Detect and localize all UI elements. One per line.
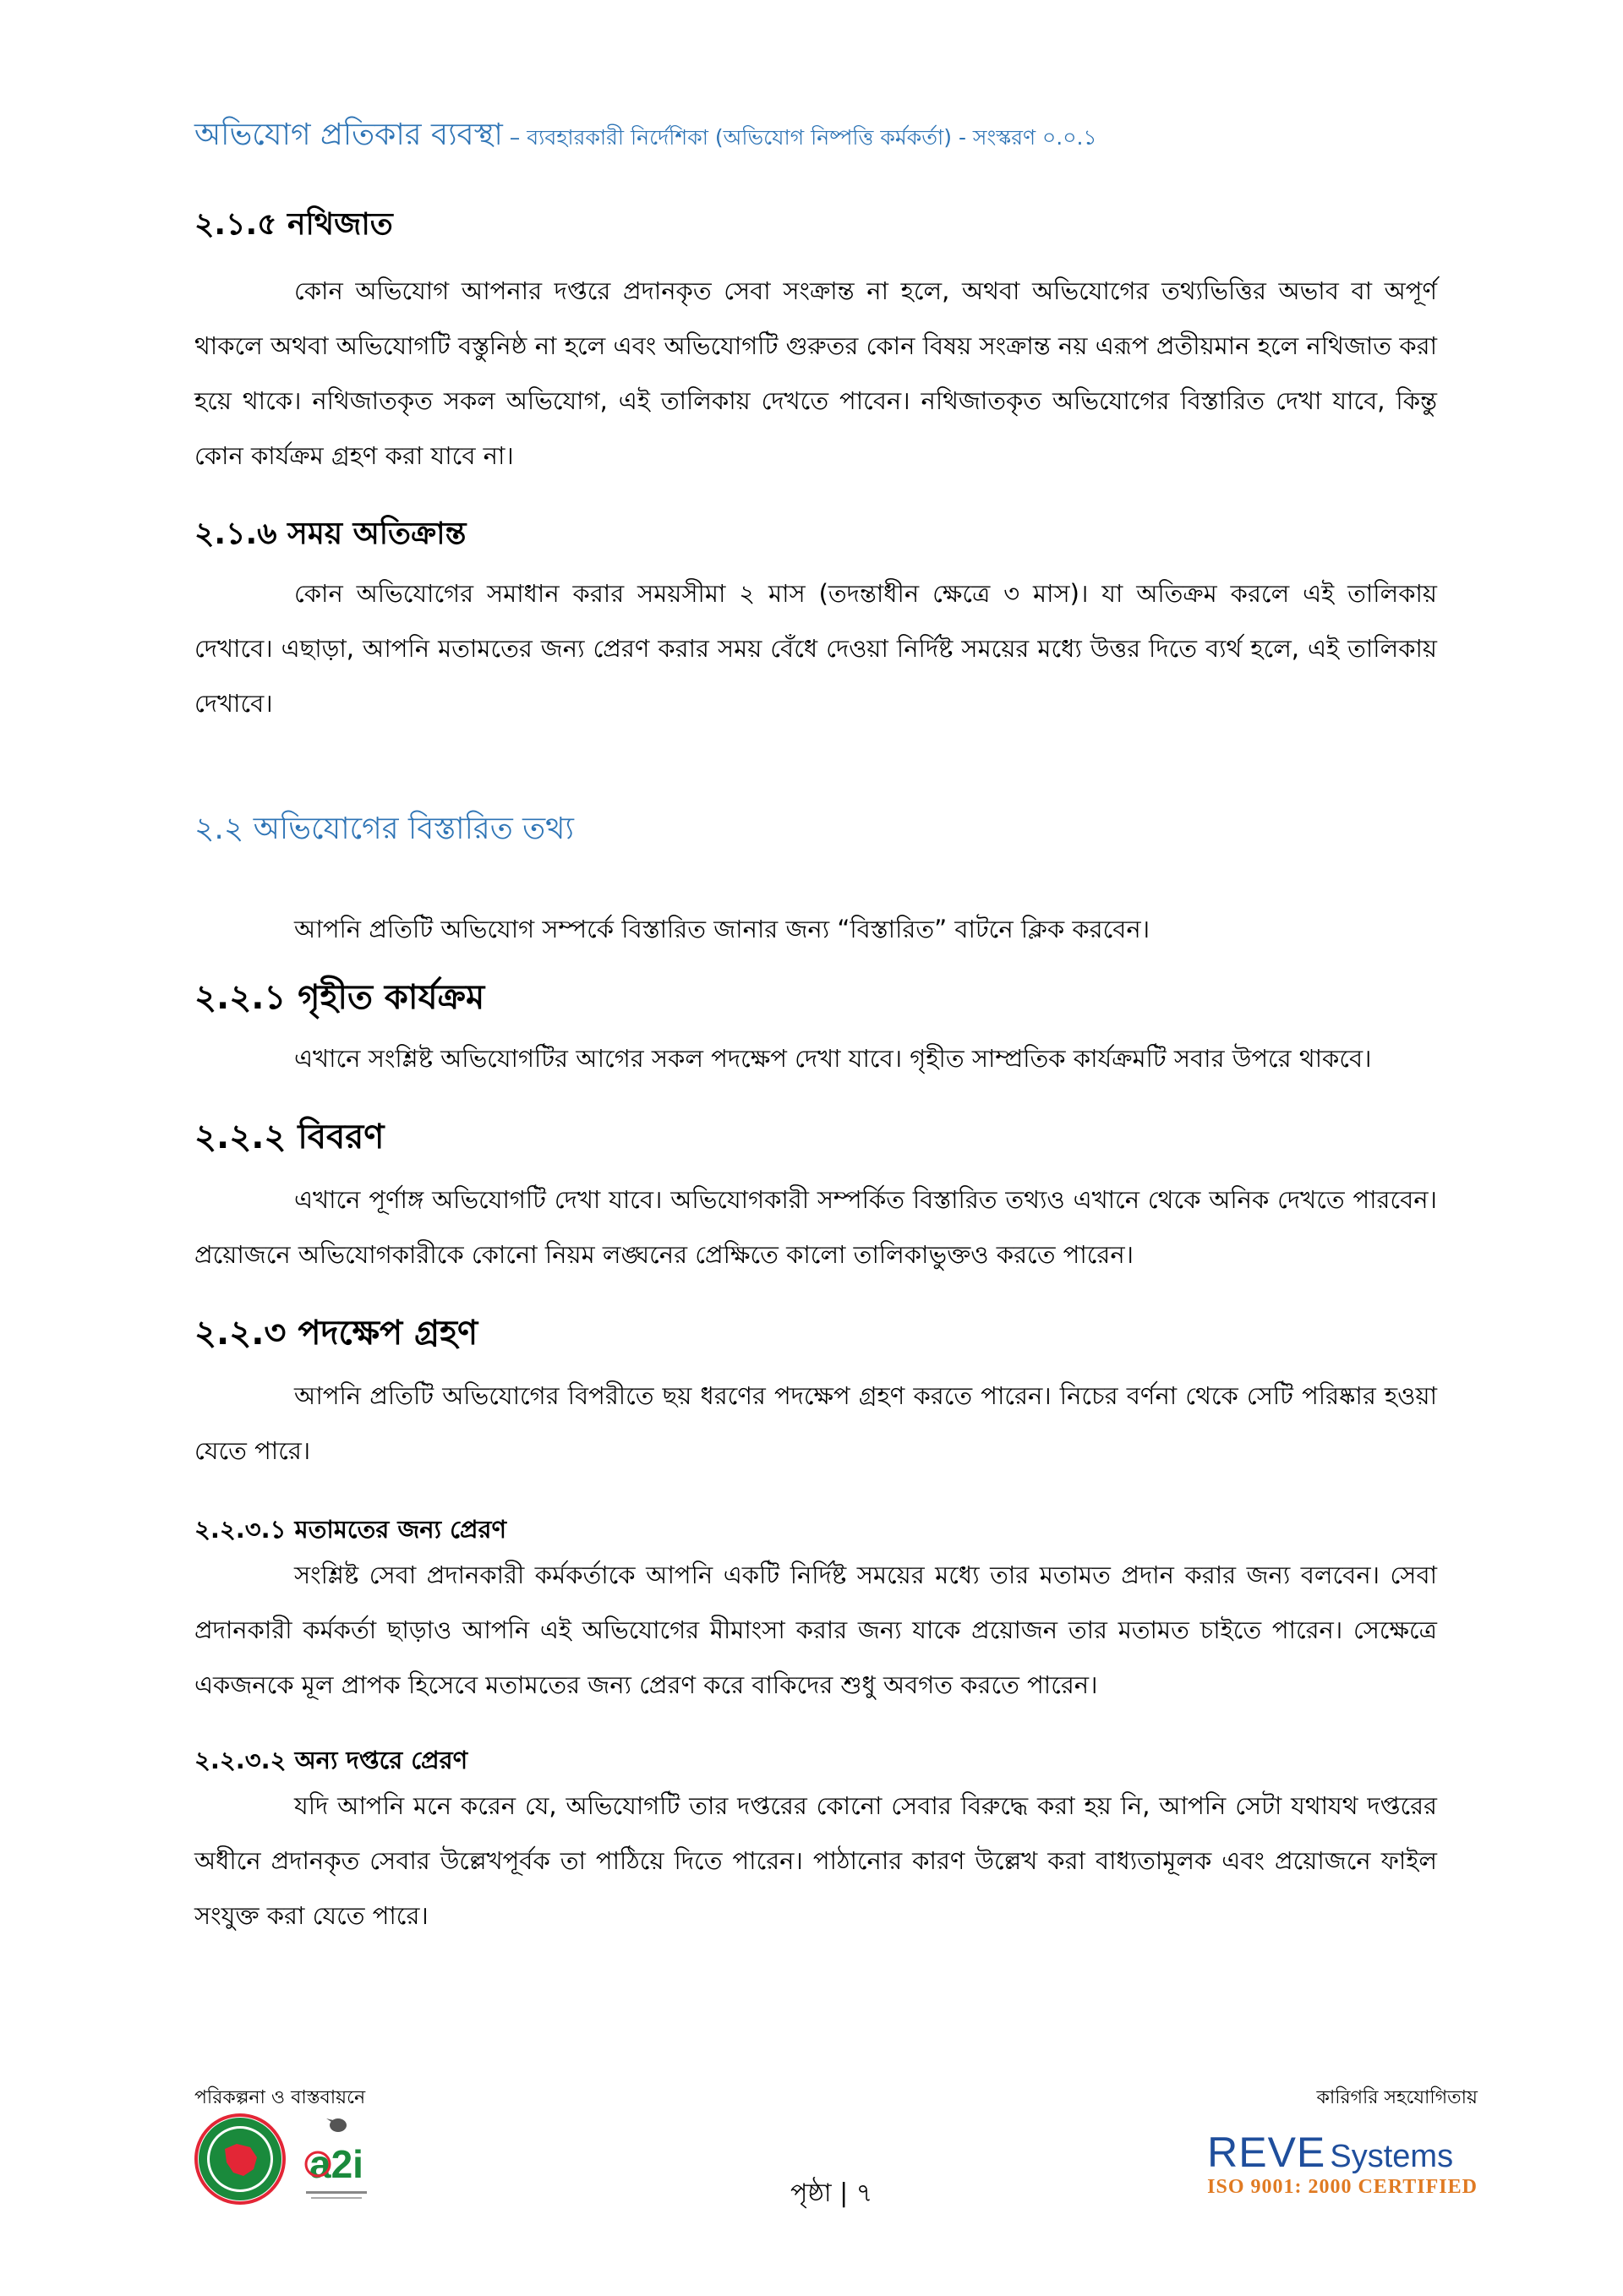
section-heading: ২.২.২ বিবরণ (194, 1118, 385, 1156)
section-2-2-3-1 (194, 1511, 1437, 1713)
government-emblem-logo (194, 2113, 286, 2205)
section-paragraph: সংশ্লিষ্ট সেবা প্রদানকারী কর্মকর্তাকে আপনি একটি নির্দিষ্ট সময়ের মধ্যে তার মতামত প্রদান করার জন্য বলবেন। সেবা প্রদানকারী কর্মকর্তা ছাড়াও আপনি এই অভিযোগের মীমাংসা করার জন্য যাকে প্রয়োজন তার মতামত চাইতে পারেন। সেক্ষেত্রে একজনকে মূল প্রাপক হিসেবে মতামতের জন্য প্রেরণ করে বাকিদের শুধু অবগত করতে পারেন। (194, 1561, 1437, 1699)
technical-support-label: কারিগরি সহযোগিতায় (1316, 2087, 1478, 2108)
a2i-logo (294, 2113, 379, 2205)
section-heading: ২.২.১ গৃহীত কার্যক্রম (194, 978, 485, 1017)
section-paragraph: কোন অভিযোগের সমাধান করার সময়সীমা ২ মাস (তদন্তাধীন ক্ষেত্রে ৩ মাস)। যা অতিক্রম করলে এই তালিকায় দেখাবে। এছাড়া, আপনি মতামতের জন্য প্রেরণ করার সময় বেঁধে দেওয়া নির্দিষ্ট সময়ের মধ্যে উত্তর দিতে ব্যর্থ হলে, এই তালিকায় দেখাবে। (194, 579, 1437, 718)
reve-logo-systems: Systems (1330, 2139, 1454, 2174)
section-heading: ২.২.৩.২ অন্য দপ্তরে প্রেরণ (194, 1746, 468, 1774)
section-paragraph: আপনি প্রতিটি অভিযোগ সম্পর্কে বিস্তারিত জানার জন্য “বিস্তারিত” বাটনে ক্লিক করবেন। (294, 915, 1150, 943)
document-title: অভিযোগ প্রতিকার ব্যবস্থা (194, 118, 503, 152)
section-2-1-6 (194, 511, 1437, 731)
section-paragraph: যদি আপনি মনে করেন যে, অভিযোগটি তার দপ্তরের কোনো সেবার বিরুদ্ধে করা হয় নি, আপনি সেটা যথাযথ দপ্তরের অধীনে প্রদানকৃত সেবার উল্লেখপূর্বক তা পাঠিয়ে দিতে পারেন। পাঠানোর কারণ উল্লেখ করা বাধ্যতামূলক এবং প্রয়োজনে ফাইল সংযুক্ত করা যেতে পারে। (194, 1791, 1437, 1930)
page-content (194, 201, 1437, 1943)
section-heading: ২.২.৩ পদক্ষেপ গ্রহণ (194, 1314, 478, 1353)
planning-label: পরিকল্পনা ও বাস্তবায়নে (194, 2087, 366, 2108)
iso-certification-text: ISO 9001: 2000 CERTIFIED (1207, 2176, 1478, 2198)
section-2-2-1 (194, 972, 1437, 1086)
section-2-1-5 (194, 201, 1437, 484)
reve-logo-name (1207, 2130, 1478, 2175)
section-2-2-3-2 (194, 1741, 1437, 1943)
page-number: পৃষ্ঠা | ৭ (790, 2178, 873, 2208)
document-subtitle: – ব্যবহারকারী নির্দেশিকা (অভিযোগ নিষ্পত্তি কর্মকর্তা) - সংস্করণ ০.০.১ (502, 125, 1097, 150)
section-paragraph: আপনি প্রতিটি অভিযোগের বিপরীতে ছয় ধরণের পদক্ষেপ গ্রহণ করতে পারেন। নিচের বর্ণনা থেকে সেটি পরিষ্কার হওয়া যেতে পারে। (194, 1381, 1437, 1465)
reve-logo-word: REVE (1207, 2129, 1326, 2176)
section-2-2-2 (194, 1112, 1437, 1282)
section-paragraph: কোন অভিযোগ আপনার দপ্তরে প্রদানকৃত সেবা সংক্রান্ত না হলে, অথবা অভিযোগের তথ্যভিত্তির অভাব বা অপূর্ণ থাকলে অথবা অভিযোগটি বস্তুনিষ্ঠ না হলে এবং অভিযোগটি গুরুতর কোন বিষয় সংক্রান্ত নয় এরূপ প্রতীয়মান হলে নথিজাত করা হয়ে থাকে। নথিজাতকৃত সকল অভিযোগ, এই তালিকায় দেখতে পাবেন। নথিজাতকৃত অভিযোগের বিস্তারিত দেখা যাবে, কিন্তু কোন কার্যক্রম গ্রহণ করা যাবে না। (194, 276, 1437, 470)
section-2-2 (194, 806, 1437, 957)
reve-systems-logo (1207, 2130, 1478, 2199)
page-header (194, 112, 1097, 162)
section-paragraph: এখানে পূর্ণাঙ্গ অভিযোগটি দেখা যাবে। অভিযোগকারী সম্পর্কিত বিস্তারিত তথ্যও এখানে থেকে অনিক দেখতে পারবেন। প্রয়োজনে অভিযোগকারীকে কোনো নিয়ম লঙ্ঘনের প্রেক্ষিতে কালো তালিকাভুক্তও করতে পারেন। (194, 1185, 1437, 1269)
section-paragraph: এখানে সংশ্লিষ্ট অভিযোগটির আগের সকল পদক্ষেপ দেখা যাবে। গৃহীত সাম্প্রতিক কার্যক্রমটি সবার উপরে থাকবে। (294, 1044, 1372, 1073)
section-2-2-3 (194, 1308, 1437, 1479)
section-heading: ২.২ অভিযোগের বিস্তারিত তথ্য (194, 812, 574, 846)
section-heading: ২.১.৬ সময় অতিক্রান্ত (194, 517, 467, 551)
section-heading: ২.১.৫ নথিজাত (194, 207, 393, 242)
section-heading: ২.২.৩.১ মতামতের জন্য প্রেরণ (194, 1515, 507, 1544)
a2i-logo-text: a2i (309, 2142, 363, 2186)
